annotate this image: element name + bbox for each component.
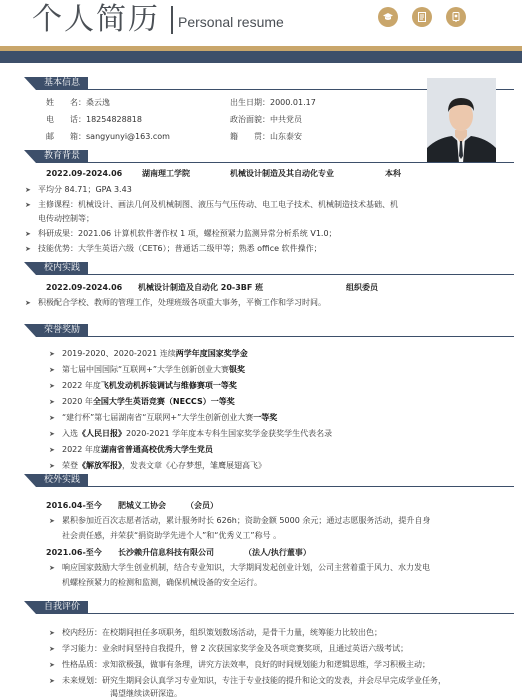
external-org-1: 肥城义工协会 [118, 501, 166, 510]
list-item: ➤ 积极配合学校、教师的管理工作，处理班级各项重大事务，平衡工作和学习时间。 [25, 298, 326, 307]
external-role-2: （法人/执行董事） [244, 548, 311, 557]
list-item: ➤ 技能优势：大学生英语六级（CET6）；普通话二级甲等；熟悉 office 软件操作； [25, 244, 322, 253]
email-label: 邮 箱： [46, 132, 86, 141]
section-title: 教育背景 [36, 150, 88, 163]
arrow-bullet-icon: ➤ [49, 366, 55, 374]
arrow-bullet-icon: ➤ [49, 430, 55, 438]
email-value: sangyunyi@163.com [86, 132, 170, 141]
honor-item: ➤ 2022 年度飞机发动机拆装调试与维修赛项一等奖 [49, 381, 237, 390]
arrow-bullet-icon: ➤ [49, 564, 55, 572]
honor-item: ➤ “建行杯”第七届湖南省“互联网+”大学生创新创业大赛一等奖 [49, 413, 278, 422]
phone-value: 18254828818 [86, 115, 142, 124]
arrow-bullet-icon: ➤ [49, 661, 55, 669]
education-period: 2022.09-2024.06 [46, 169, 123, 178]
honor-item: ➤ 2020 年全国大学生英语竞赛（NECCS）一等奖 [49, 397, 235, 406]
campus-period: 2022.09-2024.06 [46, 283, 123, 292]
birth-row [230, 97, 316, 109]
name-value: 桑云逸 [86, 98, 110, 107]
birth-label: 出生日期： [230, 98, 270, 107]
external-role-1: （会员） [186, 501, 218, 510]
arrow-bullet-icon: ➤ [49, 629, 55, 637]
honor-item: ➤ 2022 年度湖南省普通高校优秀大学生党员 [49, 445, 213, 454]
list-item-continued: 渴望继续读研深造。 [110, 689, 182, 698]
list-item: ➤ 平均分 84.71；GPA 3.43 [25, 185, 132, 194]
section-honors [24, 324, 514, 337]
arrow-bullet-icon: ➤ [25, 299, 31, 307]
list-item: ➤ 响应国家鼓励大学生创业机制，结合专业知识，大学期间发起创业计划，公司主营着重于风力、水力发电 [49, 563, 430, 572]
graduation-cap-icon [378, 7, 398, 27]
education-degree: 本科 [385, 169, 401, 178]
arrow-bullet-icon: ➤ [49, 677, 55, 685]
arrow-bullet-icon: ➤ [49, 398, 55, 406]
section-title: 校外实践 [36, 474, 88, 487]
section-title: 自我评价 [36, 601, 88, 614]
arrow-bullet-icon: ➤ [49, 517, 55, 525]
arrow-bullet-icon: ➤ [49, 414, 55, 422]
section-external-practice [24, 474, 514, 487]
section-title: 荣誉奖励 [36, 324, 88, 337]
education-major: 机械设计制造及其自动化专业 [230, 169, 334, 178]
header-band [0, 51, 522, 63]
external-org-2: 长沙赖升信息科技有限公司 [118, 548, 214, 557]
header-icons [378, 7, 466, 27]
list-item-continued: 社会责任感，并荣获“捐资助学先进个人”和“优秀义工”称号 。 [62, 531, 282, 540]
name-label: 姓 名： [46, 98, 86, 107]
header [0, 0, 522, 50]
section-campus-practice [24, 262, 514, 275]
arrow-bullet-icon: ➤ [49, 350, 55, 358]
list-item: ➤ 累积参加近百次志愿者活动，累计服务时长 626h；资助金额 5000 余元；通过志愿服务活动，提升自身 [49, 516, 431, 525]
section-header [24, 150, 514, 163]
list-item: ➤ 学习能力：业余时间坚持自我提升，曾 2 次获国家奖学金及各项竞赛奖项，且通过英语六级考试； [49, 644, 409, 653]
external-period-2: 2021.06-至今 [46, 548, 102, 557]
resume-title: 个人简历 [32, 2, 160, 37]
phone-row [46, 114, 142, 126]
education-school: 湖南理工学院 [142, 169, 190, 178]
section-header [24, 262, 514, 275]
arrow-bullet-icon: ➤ [25, 201, 31, 209]
list-item: ➤ 校内经历：在校期间担任多项职务，组织策划数场活动，是骨干力量，统筹能力比较出色； [49, 628, 382, 637]
list-item: ➤ 未来规划：研究生期间会认真学习专业知识，专注于专业技能的提升和论文的发表，并会尽早完成学业任务， [49, 676, 446, 685]
list-item: ➤ 性格品质：求知欲极强，做事有条理，讲究方法效率，良好的时间规划能力和逻辑思维，学习积极主动； [49, 660, 430, 669]
resume-subtitle: Personal resume [178, 14, 284, 30]
arrow-bullet-icon: ➤ [25, 186, 31, 194]
campus-role: 组织委员 [346, 283, 378, 292]
arrow-bullet-icon: ➤ [49, 645, 55, 653]
list-item-continued: 机螺栓预紧力的检测和监测，确保机械设备的安全运行。 [62, 578, 262, 587]
arrow-bullet-icon: ➤ [25, 230, 31, 238]
origin-label: 籍 贯： [230, 132, 270, 141]
document-icon [412, 7, 432, 27]
phone-label: 电 话： [46, 115, 86, 124]
title-divider [171, 6, 173, 34]
name-row [46, 97, 110, 109]
certificate-icon [446, 7, 466, 27]
section-header [24, 601, 514, 614]
section-title: 校内实践 [36, 262, 88, 275]
section-header [24, 474, 514, 487]
section-self-evaluation [24, 601, 514, 614]
politics-label: 政治面貌： [230, 115, 270, 124]
email-row [46, 131, 170, 143]
section-education [24, 150, 514, 163]
origin-value: 山东泰安 [270, 132, 302, 141]
arrow-bullet-icon: ➤ [25, 245, 31, 253]
honor-item: ➤ 2019-2020、2020-2021 连续两学年度国家奖学金 [49, 349, 248, 358]
section-title: 基本信息 [36, 77, 88, 90]
arrow-bullet-icon: ➤ [49, 382, 55, 390]
honor-item: ➤ 第七届中国国际“互联网+”大学生创新创业大赛银奖 [49, 365, 245, 374]
list-item: ➤ 主修课程：机械设计、画法几何及机械制图、液压与气压传动、电工电子技术、机械制造技术基础、机 [25, 200, 398, 209]
campus-org: 机械设计制造及自动化 20-3BF 班 [138, 283, 264, 292]
arrow-bullet-icon: ➤ [49, 446, 55, 454]
politics-value: 中共党员 [270, 115, 302, 124]
birth-value: 2000.01.17 [270, 98, 316, 107]
external-period-1: 2016.04-至今 [46, 501, 102, 510]
section-header [24, 324, 514, 337]
origin-row [230, 131, 302, 143]
list-item: ➤ 科研成果：2021.06 计算机软件著作权 1 项，螺栓预紧力监测异常分析系统 V1.0； [25, 229, 337, 238]
honor-item: ➤ 荣登《解放军报》，发表文章《心存梦想，雏鹰展翅高飞》 [49, 461, 266, 470]
politics-row [230, 114, 302, 126]
list-item-continued: 电传动控制等； [38, 214, 94, 223]
honor-item: ➤ 入选《人民日报》2020-2021 学年度本专科生国家奖学金获奖学生代表名录 [49, 429, 333, 438]
arrow-bullet-icon: ➤ [49, 462, 55, 470]
